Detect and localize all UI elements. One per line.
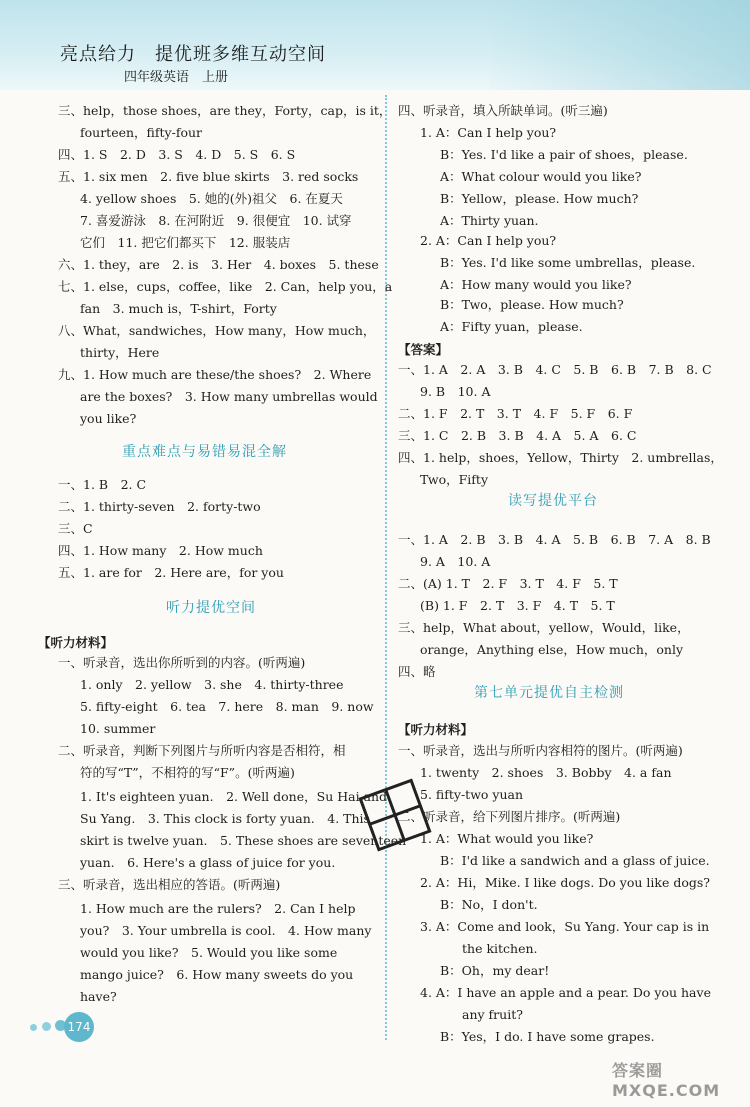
answer-line: 它们 11. 把它们都买下 12. 服装店 xyxy=(80,235,291,250)
section-heading: 重点难点与易错易混全解 xyxy=(122,444,287,460)
answer-line: B：Oh，my dear! xyxy=(440,963,550,978)
page-dot xyxy=(42,1022,51,1031)
answer-line: A：How many would you like? xyxy=(440,277,632,292)
answer-line: 7. 喜爱游泳 8. 在河附近 9. 很便宜 10. 试穿 xyxy=(80,213,352,228)
answer-line: 一、1. A 2. A 3. B 4. C 5. B 6. B 7. B 8. C xyxy=(398,362,712,377)
answer-line: 二、1. thirty-seven 2. forty-two xyxy=(58,499,261,514)
answer-line: B：Two，please. How much? xyxy=(440,297,624,312)
answer-line: 一、1. A 2. B 3. B 4. A 5. B 6. B 7. A 8. B xyxy=(398,532,711,547)
column-divider xyxy=(385,95,387,1040)
answer-line: 九、1. How much are these/the shoes? 2. Where xyxy=(58,367,372,382)
answer-line: 二、(A) 1. T 2. F 3. T 4. F 5. T xyxy=(398,576,618,591)
answer-line: 2. A：Hi，Mike. I like dogs. Do you like dogs? xyxy=(420,875,711,890)
answer-line: 三、help，those shoes，are they，Forty，cap，is it， xyxy=(58,103,392,118)
header-decoration xyxy=(490,0,750,90)
answer-line: yuan. 6. Here's a glass of juice for you. xyxy=(80,855,336,870)
answer-line: thirty，Here xyxy=(80,345,160,360)
answer-line: A：Fifty yuan，please. xyxy=(440,319,583,334)
answer-line: skirt is twelve yuan. 5. These shoes are seventeen xyxy=(80,833,407,848)
answer-line: 9. B 10. A xyxy=(420,384,491,399)
answer-line: 1. twenty 2. shoes 3. Bobby 4. a fan xyxy=(420,765,672,780)
answer-line: 六、1. they，are 2. is 3. Her 4. boxes 5. these xyxy=(58,257,379,272)
answer-line: B：I'd like a sandwich and a glass of juice. xyxy=(440,853,710,868)
answer-line: 1. A：Can I help you? xyxy=(420,125,557,140)
page-dot xyxy=(30,1024,37,1031)
answer-line: orange，Anything else，How much，only xyxy=(420,642,684,657)
answer-line: (B) 1. F 2. T 3. F 4. T 5. T xyxy=(420,598,615,613)
answer-line: A：Thirty yuan. xyxy=(440,213,539,228)
answer-line: 五、1. are for 2. Here are，for you xyxy=(58,565,284,580)
answer-line: 三、C xyxy=(58,521,93,536)
answer-line: 1. It's eighteen yuan. 2. Well done，Su Hai and xyxy=(80,789,388,804)
answer-line: you? 3. Your umbrella is cool. 4. How many xyxy=(80,923,372,938)
answer-line: 4. A：I have an apple and a pear. Do you have xyxy=(420,985,711,1000)
answer-line: 5. fifty-two yuan xyxy=(420,787,524,802)
answer-line: would you like? 5. Would you like some xyxy=(80,945,338,960)
answer-line: B：No，I don't. xyxy=(440,897,538,912)
answer-line: you like? xyxy=(80,411,137,426)
answer-line: 10. summer xyxy=(80,721,156,736)
answer-line: 二、听录音，判断下列图片与所听内容是否相符，相 xyxy=(58,743,346,758)
answer-line: 4. yellow shoes 5. 她的(外)祖父 6. 在夏天 xyxy=(80,191,343,206)
answer-line: 四、略 xyxy=(398,664,436,679)
answer-line: fan 3. much is，T-shirt，Forty xyxy=(80,301,277,316)
answer-line: any fruit? xyxy=(462,1007,523,1022)
answer-line: 一、听录音，选出与所听内容相符的图片。(听两遍) xyxy=(398,743,683,758)
answer-line: B：Yes. I'd like a pair of shoes，please. xyxy=(440,147,688,162)
answer-line: Su Yang. 3. This clock is forty yuan. 4. This xyxy=(80,811,370,826)
answer-line: 3. A：Come and look，Su Yang. Your cap is in xyxy=(420,919,710,934)
answer-line: 2. A：Can I help you? xyxy=(420,233,557,248)
answer-line: Two，Fifty xyxy=(420,472,488,487)
answer-line: mango juice? 6. How many sweets do you xyxy=(80,967,354,982)
answer-line: 1. How much are the rulers? 2. Can I help xyxy=(80,901,356,916)
answer-line: 五、1. six men 2. five blue skirts 3. red socks xyxy=(58,169,359,184)
answer-line: 二、1. F 2. T 3. T 4. F 5. F 6. F xyxy=(398,406,633,421)
answer-line: 1. A：What would you like? xyxy=(420,831,594,846)
answer-line: 八、What，sandwiches，How many，How much， xyxy=(58,323,376,338)
stamp-icon xyxy=(340,760,450,870)
answer-line: 一、听录音，选出你所听到的内容。(听两遍) xyxy=(58,655,306,670)
book-subtitle: 四年级英语 上册 xyxy=(124,70,229,85)
answer-line: B：Yes，I do. I have some grapes. xyxy=(440,1029,655,1044)
answer-line: the kitchen. xyxy=(462,941,538,956)
answer-tag: 【听力材料】 xyxy=(398,722,474,737)
page-number: 174 xyxy=(64,1012,94,1042)
answer-line: 二、听录音，给下列图片排序。(听两遍) xyxy=(398,809,621,824)
answer-line: B：Yes. I'd like some umbrellas，please. xyxy=(440,255,696,270)
book-title: 亮点给力 提优班多维互动空间 xyxy=(60,44,326,65)
section-heading: 听力提优空间 xyxy=(166,600,256,616)
answer-line: are the boxes? 3. How many umbrellas would xyxy=(80,389,378,404)
answer-line: fourteen，fifty-four xyxy=(80,125,202,140)
section-heading: 读写提优平台 xyxy=(508,493,598,509)
answer-line: 三、1. C 2. B 3. B 4. A 5. A 6. C xyxy=(398,428,637,443)
answer-line: 四、1. help，shoes，Yellow，Thirty 2. umbrellas， xyxy=(398,450,723,465)
answer-line: 三、help，What about，yellow，Would，like， xyxy=(398,620,690,635)
answer-line: B：Yellow，please. How much? xyxy=(440,191,639,206)
answer-line: A：What colour would you like? xyxy=(440,169,642,184)
answer-line: 9. A 10. A xyxy=(420,554,491,569)
answer-line: 一、1. B 2. C xyxy=(58,477,147,492)
answer-line: have? xyxy=(80,989,117,1004)
section-heading: 第七单元提优自主检测 xyxy=(474,685,624,701)
answer-line: 三、听录音，选出相应的答语。(听两遍) xyxy=(58,877,281,892)
answer-line: 符的写“T”，不相符的写“F”。(听两遍) xyxy=(80,765,295,780)
answer-line: 5. fifty-eight 6. tea 7. here 8. man 9. now xyxy=(80,699,374,714)
answer-tag: 【听力材料】 xyxy=(38,635,114,650)
answer-line: 四、1. S 2. D 3. S 4. D 5. S 6. S xyxy=(58,147,296,162)
answer-line: 四、1. How many 2. How much xyxy=(58,543,263,558)
answer-line: 七、1. else，cups，coffee，like 2. Can，help you，a xyxy=(58,279,393,294)
watermark: 答案圈 MXQE.COM xyxy=(612,1061,721,1100)
answer-tag: 【答案】 xyxy=(398,342,449,357)
answer-line: 1. only 2. yellow 3. she 4. thirty-three xyxy=(80,677,344,692)
answer-line: 四、听录音，填入所缺单词。(听三遍) xyxy=(398,103,608,118)
